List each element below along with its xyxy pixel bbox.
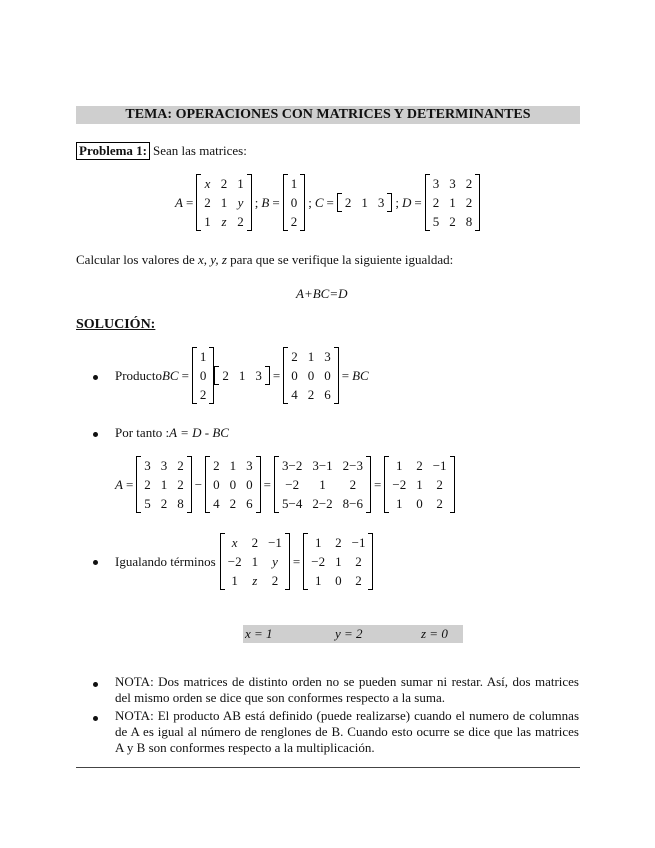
step1-result-matrix bbox=[283, 347, 339, 404]
matrix-cell: 2 bbox=[213, 458, 220, 473]
matrix-b-name: B bbox=[261, 194, 270, 210]
matrix-cell: 1 bbox=[335, 554, 342, 569]
matrix-cell: 2 bbox=[355, 573, 362, 588]
matrix-cell: 0 bbox=[307, 368, 315, 383]
matrix-cell: 2 bbox=[251, 535, 259, 550]
matrix-cell: 0 bbox=[213, 477, 220, 492]
matrix-cell: 2 bbox=[204, 195, 211, 210]
matrix-cell: 1 bbox=[314, 535, 322, 550]
matrix-cell: 1 bbox=[449, 195, 456, 210]
matrix-cell: 2 bbox=[144, 477, 151, 492]
matrix-a bbox=[196, 174, 252, 231]
matrix-cell: x bbox=[204, 176, 211, 191]
matrix-cell: −2 bbox=[392, 477, 407, 492]
matrix-cell: 2−2 bbox=[312, 496, 333, 511]
question-text: Calcular los valores de x, y, z para que se verifique la siguiente igualdad: bbox=[76, 252, 454, 267]
matrix-cell: 3 bbox=[160, 458, 168, 473]
matrix-cell: 1 bbox=[319, 477, 326, 492]
matrix-cell: 1 bbox=[314, 573, 322, 588]
matrix-cell: 2 bbox=[416, 458, 423, 473]
step-equating: Igualando términos x 2 −1 −2 1 y 1 z 2 = 1 2 −1 −2 1 2 1 0 2 bbox=[115, 533, 373, 590]
matrix-cell: 8−6 bbox=[342, 496, 364, 511]
matrix-cell: 3−1 bbox=[312, 458, 333, 473]
answer-highlight bbox=[243, 625, 463, 643]
matrix-cell: 2 bbox=[344, 195, 352, 210]
matrix-cell: 1 bbox=[238, 368, 246, 383]
problem-intro-text: Sean las matrices: bbox=[153, 143, 247, 158]
matrix-cell: 3−2 bbox=[281, 458, 303, 473]
note-1: NOTA: Dos matrices de distinto orden no se pueden sumar ni restar. Así, dos matrices del mismo orden se dice que son conformes respecto a la suma. bbox=[115, 674, 579, 705]
note-2: NOTA: El producto AB está definido (puede realizarse) cuando el numero de columnas de A es igual al número de renglones de B. Cuando esto ocurre se dice que las matrices A y B son conformes respecto a la multiplicación. bbox=[115, 708, 579, 755]
matrix-cell: −1 bbox=[268, 535, 282, 550]
matrix-cell: −1 bbox=[351, 535, 366, 550]
matrix-cell: 3 bbox=[255, 368, 262, 383]
matrix-cell: 2 bbox=[199, 387, 207, 402]
matrix-cell: 1 bbox=[204, 214, 211, 229]
matrix-cell: 2 bbox=[177, 458, 184, 473]
step1-matrix-c bbox=[214, 366, 270, 385]
eq-left-matrix bbox=[220, 533, 290, 590]
matrix-d bbox=[425, 174, 481, 231]
matrix-a-name: A bbox=[175, 194, 183, 210]
matrix-cell: 2 bbox=[432, 195, 440, 210]
matrix-cell: 4 bbox=[213, 496, 220, 511]
matrix-cell: 0 bbox=[416, 496, 423, 511]
matrix-cell: 2 bbox=[307, 387, 315, 402]
matrix-cell: 1 bbox=[396, 458, 403, 473]
bullet-icon bbox=[93, 375, 98, 380]
matrix-cell: 1 bbox=[237, 176, 244, 191]
matrix-cell: 1 bbox=[229, 458, 237, 473]
matrix-cell: 2 bbox=[436, 477, 443, 492]
matrix-d-name: D bbox=[401, 194, 412, 210]
sub-matrix-result bbox=[384, 456, 454, 513]
matrix-cell: 2 bbox=[355, 554, 362, 569]
matrix-b bbox=[283, 174, 306, 231]
sub-matrix-bc bbox=[205, 456, 261, 513]
matrix-cell: 1 bbox=[199, 349, 207, 364]
matrix-cell: 3 bbox=[246, 458, 253, 473]
matrix-cell: 2 bbox=[449, 214, 456, 229]
matrix-c-name: C bbox=[314, 194, 324, 210]
matrix-cell: 0 bbox=[229, 477, 237, 492]
matrix-cell: 2−3 bbox=[342, 458, 364, 473]
matrix-c bbox=[337, 193, 393, 212]
matrix-cell: 2 bbox=[177, 477, 184, 492]
problem-label: Problema 1: bbox=[76, 142, 150, 160]
given-matrices: A = x 2 1 2 1 y 1 z 2 ; B = 1 0 2 ; C = 2 1 3 ; D = 3 3 2 2 1 2 5 2 8 bbox=[175, 174, 480, 231]
matrix-cell: −1 bbox=[432, 458, 447, 473]
matrix-cell: 1 bbox=[307, 349, 315, 364]
bullet-icon bbox=[93, 432, 98, 437]
matrix-cell: 2 bbox=[222, 368, 229, 383]
footer-divider bbox=[76, 767, 580, 768]
matrix-cell: 0 bbox=[246, 477, 253, 492]
matrix-cell: 0 bbox=[291, 368, 298, 383]
matrix-cell: 1 bbox=[220, 195, 228, 210]
matrix-cell: 2 bbox=[290, 214, 298, 229]
eq-right-matrix bbox=[303, 533, 373, 590]
matrix-cell: y bbox=[272, 554, 278, 569]
step1-matrix-b bbox=[192, 347, 215, 404]
matrix-cell: 3 bbox=[449, 176, 456, 191]
matrix-cell: 8 bbox=[177, 496, 184, 511]
matrix-cell: z bbox=[221, 214, 227, 229]
matrix-cell: 2 bbox=[220, 176, 228, 191]
matrix-cell: 1 bbox=[251, 554, 259, 569]
matrix-cell: −2 bbox=[285, 477, 300, 492]
matrix-cell: 1 bbox=[290, 176, 298, 191]
bullet-icon bbox=[93, 560, 98, 565]
matrix-cell: 5 bbox=[432, 214, 440, 229]
matrix-cell: 3 bbox=[377, 195, 385, 210]
matrix-cell: 1 bbox=[361, 195, 368, 210]
matrix-cell: 2 bbox=[160, 496, 168, 511]
matrix-cell: 1 bbox=[416, 477, 423, 492]
matrix-cell: 2 bbox=[291, 349, 298, 364]
matrix-cell: 4 bbox=[291, 387, 298, 402]
matrix-cell: z bbox=[252, 573, 258, 588]
matrix-cell: 2 bbox=[237, 214, 244, 229]
answer-z: z = 0 bbox=[421, 626, 448, 641]
solution-heading: SOLUCIÓN: bbox=[76, 317, 156, 332]
matrix-cell: −2 bbox=[311, 554, 326, 569]
matrix-cell: x bbox=[231, 535, 238, 550]
document-title: TEMA: OPERACIONES CON MATRICES Y DETERMINANTES bbox=[76, 106, 580, 124]
step-product: Producto BC = 1 0 2 2 1 3 = 2 1 3 0 0 0 4 2 6 = BC bbox=[115, 349, 369, 402]
answer-x: x = 1 bbox=[245, 626, 273, 641]
matrix-cell: 2 bbox=[335, 535, 342, 550]
answer-y: y = 2 bbox=[335, 626, 363, 641]
matrix-cell: 2 bbox=[465, 195, 473, 210]
matrix-cell: 5−4 bbox=[281, 496, 303, 511]
sub-matrix-d bbox=[136, 456, 192, 513]
matrix-cell: 8 bbox=[465, 214, 473, 229]
sub-matrix-diff bbox=[274, 456, 371, 513]
matrix-cell: 0 bbox=[290, 195, 298, 210]
matrix-cell: 1 bbox=[396, 496, 403, 511]
bullet-icon bbox=[93, 682, 98, 687]
matrix-cell: 2 bbox=[271, 573, 279, 588]
equality: A+BC=D bbox=[296, 286, 348, 301]
matrix-cell: y bbox=[237, 195, 244, 210]
matrix-cell: 5 bbox=[144, 496, 151, 511]
matrix-cell: 0 bbox=[324, 368, 331, 383]
step-therefore: Por tanto : A = D - BC bbox=[115, 425, 229, 440]
bullet-icon bbox=[93, 716, 98, 721]
matrix-cell: 2 bbox=[349, 477, 357, 492]
matrix-cell: 2 bbox=[436, 496, 443, 511]
matrix-cell: 1 bbox=[231, 573, 238, 588]
matrix-cell: 1 bbox=[160, 477, 168, 492]
matrix-cell: 3 bbox=[432, 176, 440, 191]
matrix-cell: 0 bbox=[335, 573, 342, 588]
matrix-cell: 3 bbox=[324, 349, 331, 364]
matrix-cell: 2 bbox=[229, 496, 237, 511]
matrix-cell: −2 bbox=[227, 554, 242, 569]
matrix-cell: 0 bbox=[199, 368, 207, 383]
step-subtraction: A = 3 3 2 2 1 2 5 2 8 − 2 1 3 0 0 0 4 2 6 = 3−2 3−1 2−3 −2 1 2 5−4 2−2 8−6 = 1 2 −1 −2 1 2 1 0 2 bbox=[115, 456, 455, 513]
matrix-cell: 3 bbox=[144, 458, 151, 473]
matrix-cell: 6 bbox=[246, 496, 253, 511]
matrix-cell: 6 bbox=[324, 387, 331, 402]
problem-intro bbox=[76, 142, 247, 160]
matrix-cell: 2 bbox=[465, 176, 473, 191]
